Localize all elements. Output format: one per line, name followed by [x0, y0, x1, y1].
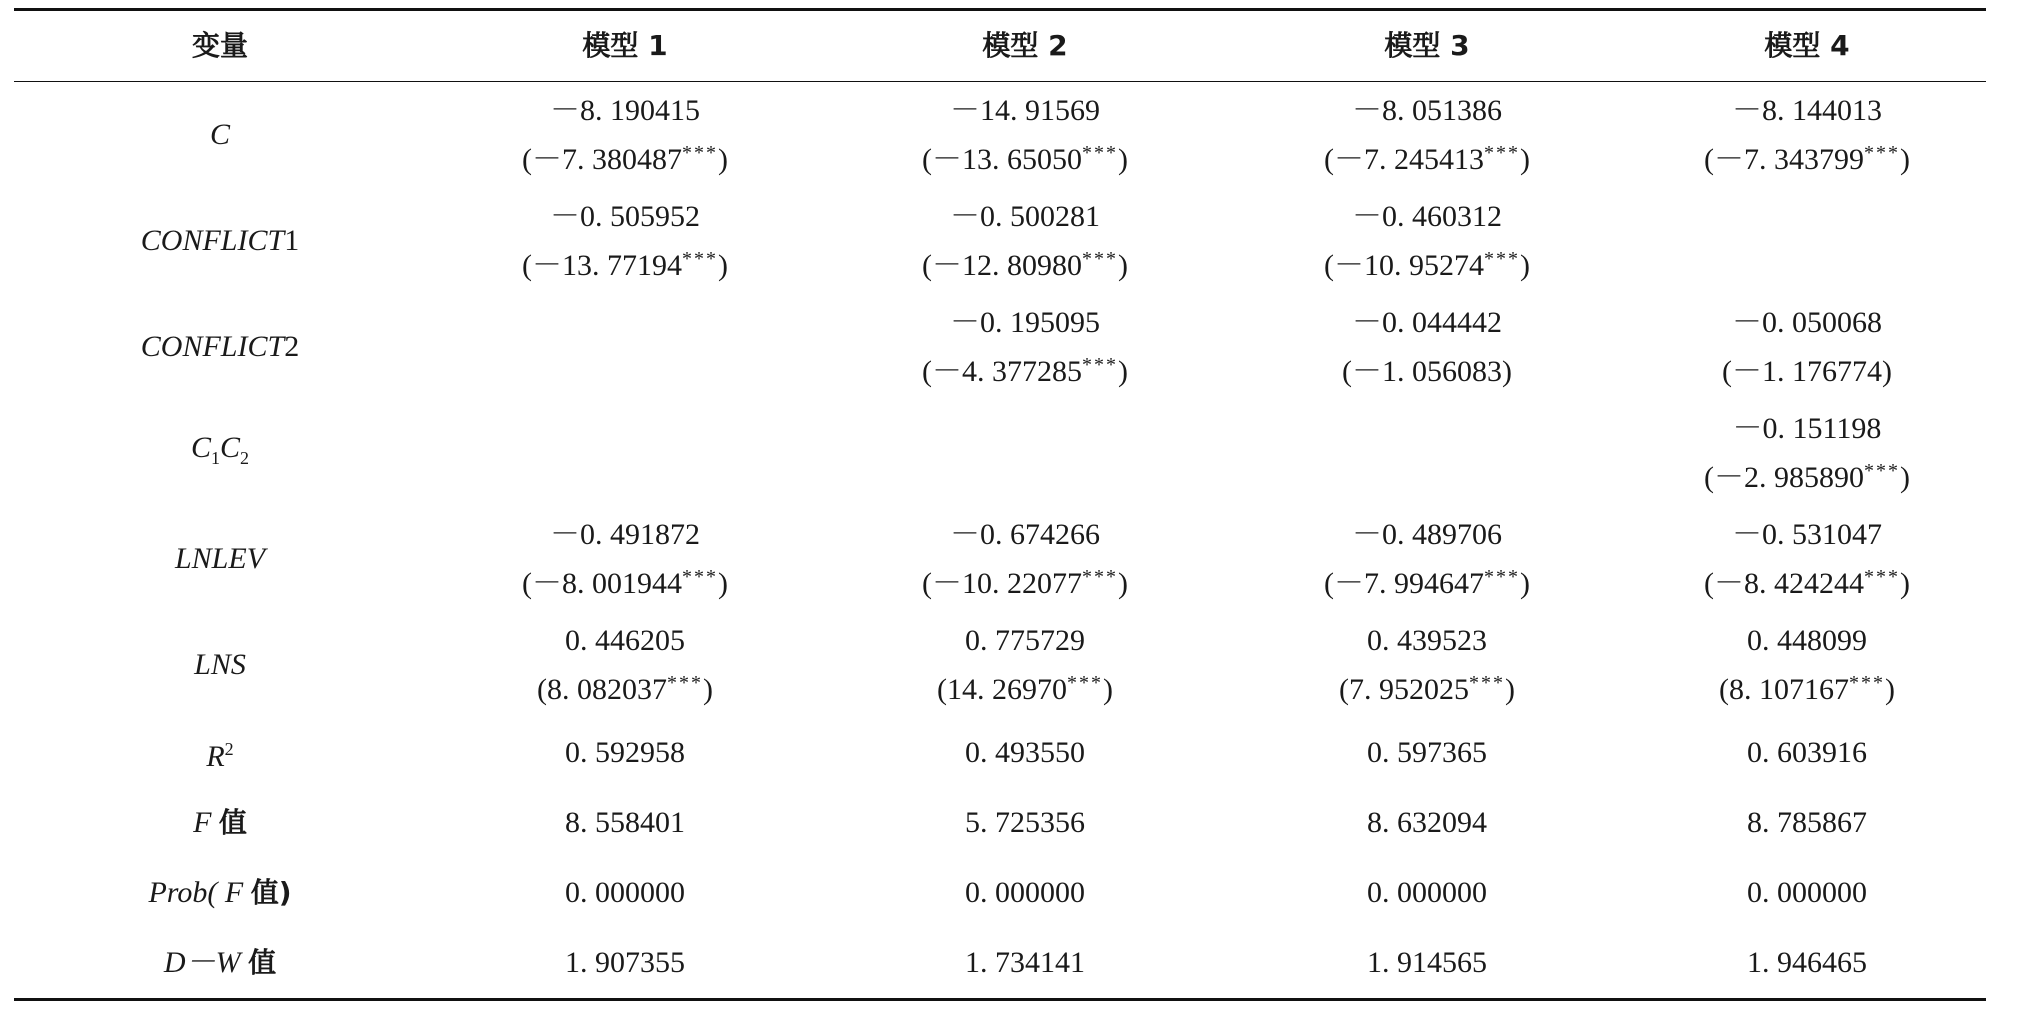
- coefficient: 0. 446205: [565, 623, 685, 657]
- t-statistic: (－13. 65050***): [922, 141, 1128, 176]
- coefficient: －0. 044442: [1352, 305, 1502, 339]
- t-statistic: (－1. 056083): [1342, 354, 1512, 388]
- t-statistic: (－7. 380487***): [522, 141, 728, 176]
- row-label-lnlev: LNLEV: [174, 542, 266, 575]
- cell-model-2: [824, 620, 1226, 711]
- table-row: [14, 188, 1986, 294]
- t-statistic: (－4. 377285***): [922, 353, 1128, 388]
- t-statistic: (－1. 176774): [1722, 354, 1892, 388]
- header-model-3: 模型 3: [1384, 29, 1470, 62]
- coefficient: －0. 489706: [1352, 517, 1502, 551]
- cell-model-3: 1. 914565: [1367, 946, 1487, 979]
- table-row: [14, 400, 1986, 506]
- table-bottom-rule: [14, 998, 1986, 1001]
- t-statistic: (－7. 343799***): [1704, 141, 1910, 176]
- cell-model-3: [1226, 620, 1628, 711]
- cell-model-2: [824, 302, 1226, 393]
- table-row: [14, 506, 1986, 612]
- cell-model-2: 0. 493550: [965, 736, 1085, 769]
- row-label-f-value: F 值: [193, 806, 247, 839]
- table-row: [14, 858, 1986, 928]
- cell-model-3: 8. 632094: [1367, 806, 1487, 839]
- t-statistic: (－12. 80980***): [922, 247, 1128, 282]
- cell-model-1: [426, 90, 824, 181]
- cell-model-4: 8. 785867: [1747, 806, 1867, 839]
- row-label-lns: LNS: [194, 648, 246, 681]
- t-statistic: (－10. 95274***): [1324, 247, 1530, 282]
- t-statistic: (14. 26970***): [937, 671, 1113, 706]
- table-row: [14, 82, 1986, 188]
- cell-model-4: [1628, 514, 1986, 605]
- header-model-1: 模型 1: [582, 29, 668, 62]
- cell-model-1: 0. 000000: [565, 876, 685, 909]
- t-statistic: (－2. 985890***): [1704, 459, 1910, 494]
- cell-model-3: 0. 597365: [1367, 736, 1487, 769]
- t-statistic: (7. 952025***): [1339, 671, 1515, 706]
- cell-model-4: [1628, 302, 1986, 393]
- cell-model-1: 0. 592958: [565, 736, 685, 769]
- t-statistic: (－7. 994647***): [1324, 565, 1530, 600]
- cell-model-2: 0. 000000: [965, 876, 1085, 909]
- table-header-row: [14, 11, 1986, 81]
- coefficient: －0. 674266: [950, 517, 1100, 551]
- cell-model-1: [426, 620, 824, 711]
- cell-model-4: 0. 603916: [1747, 736, 1867, 769]
- cell-model-4: [1628, 90, 1986, 181]
- t-statistic: (8. 082037***): [537, 671, 713, 706]
- coefficient: －8. 190415: [550, 93, 700, 127]
- coefficient: 0. 775729: [965, 623, 1085, 657]
- cell-model-2: [824, 196, 1226, 287]
- t-statistic: (－7. 245413***): [1324, 141, 1530, 176]
- cell-model-3: 0. 000000: [1367, 876, 1487, 909]
- table-row: [14, 612, 1986, 718]
- cell-model-1: 1. 907355: [565, 946, 685, 979]
- cell-model-4: [1628, 408, 1986, 499]
- cell-model-4: 1. 946465: [1747, 946, 1867, 979]
- t-statistic: (－10. 22077***): [922, 565, 1128, 600]
- row-label-conflict1: CONFLICT1: [140, 224, 300, 257]
- cell-model-2: 5. 725356: [965, 806, 1085, 839]
- cell-model-2: 1. 734141: [965, 946, 1085, 979]
- coefficient: －0. 491872: [550, 517, 700, 551]
- coefficient: －0. 460312: [1352, 199, 1502, 233]
- cell-model-1: [426, 196, 824, 287]
- cell-model-2: [824, 514, 1226, 605]
- coefficient: 0. 448099: [1747, 623, 1867, 657]
- t-statistic: (－8. 424244***): [1704, 565, 1910, 600]
- t-statistic: (8. 107167***): [1719, 671, 1895, 706]
- row-label-conflict2: CONFLICT2: [140, 330, 300, 363]
- cell-model-3: [1226, 302, 1628, 393]
- coefficient: －0. 050068: [1732, 305, 1882, 339]
- row-label-prob-f: Prob( F 值): [148, 876, 292, 909]
- t-statistic: (－8. 001944***): [522, 565, 728, 600]
- cell-model-4: 0. 000000: [1747, 876, 1867, 909]
- regression-table: [14, 8, 1986, 1001]
- table-row: [14, 718, 1986, 788]
- table-row: [14, 788, 1986, 858]
- row-label-c: C: [209, 118, 230, 151]
- cell-model-3: [1226, 514, 1628, 605]
- coefficient: －0. 500281: [950, 199, 1100, 233]
- cell-model-3: [1226, 90, 1628, 181]
- cell-model-4: [1628, 620, 1986, 711]
- cell-model-3: [1226, 196, 1628, 287]
- coefficient: －8. 051386: [1352, 93, 1502, 127]
- header-variable: 变量: [191, 29, 248, 62]
- header-model-4: 模型 4: [1764, 29, 1850, 62]
- coefficient: －0. 195095: [950, 305, 1100, 339]
- table-row: [14, 928, 1986, 998]
- cell-model-1: 8. 558401: [565, 806, 685, 839]
- cell-model-2: [824, 90, 1226, 181]
- coefficient: －0. 151198: [1732, 411, 1882, 445]
- cell-model-1: [426, 514, 824, 605]
- coefficient: －0. 531047: [1732, 517, 1882, 551]
- t-statistic: (－13. 77194***): [522, 247, 728, 282]
- coefficient: 0. 439523: [1367, 623, 1487, 657]
- table-row: [14, 294, 1986, 400]
- row-label-c1c2: $C_1C_2$: [190, 431, 250, 468]
- coefficient: －14. 91569: [950, 93, 1100, 127]
- row-label-dw-value: D－W 值: [163, 946, 277, 979]
- coefficient: －8. 144013: [1732, 93, 1882, 127]
- coefficient: －0. 505952: [550, 199, 700, 233]
- header-model-2: 模型 2: [982, 29, 1068, 62]
- row-label-r-squared: $R^2$: [206, 739, 234, 773]
